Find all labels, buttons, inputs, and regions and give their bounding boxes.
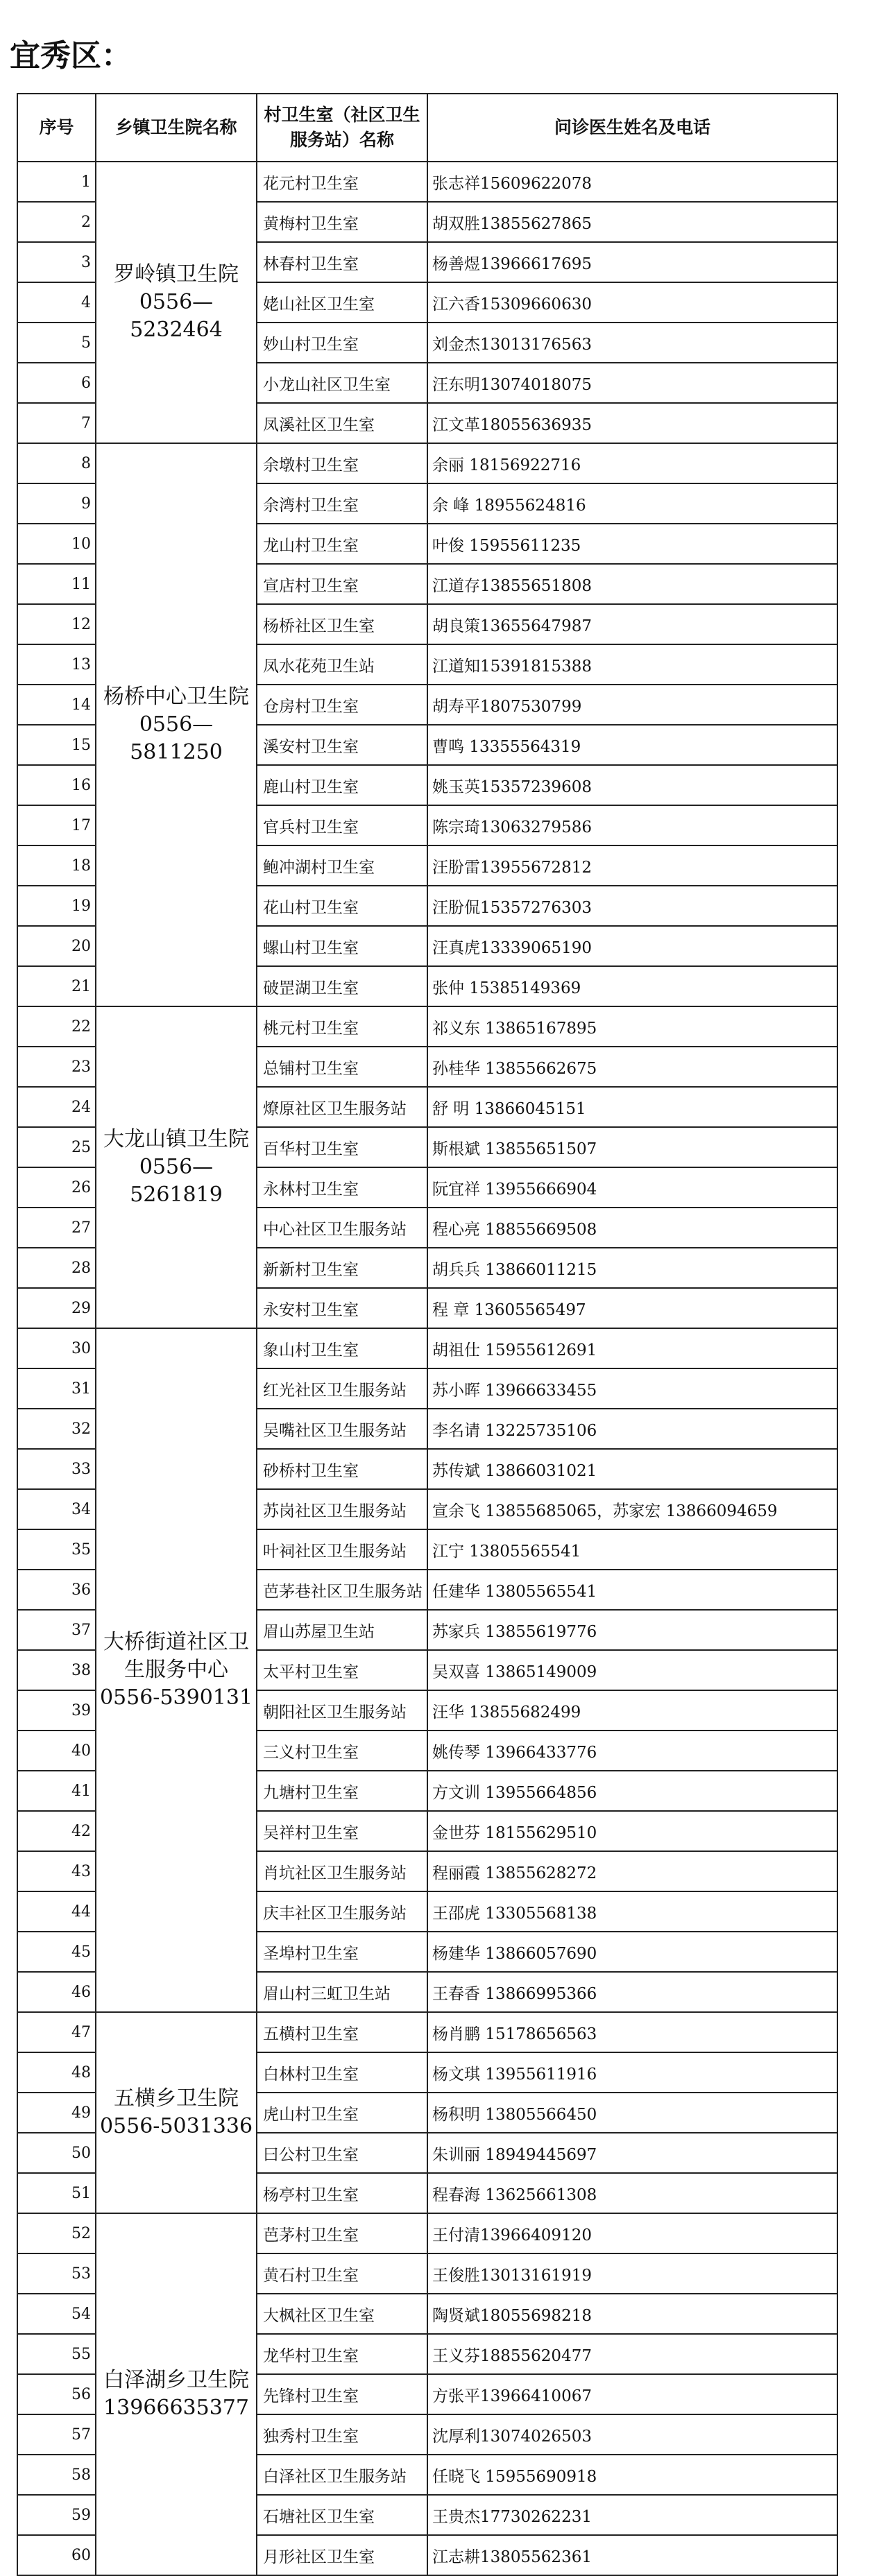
village-clinic-name: 独秀村卫生室	[257, 2414, 427, 2455]
header-town: 乡镇卫生院名称	[96, 94, 257, 162]
village-clinic-name: 黄梅村卫生室	[257, 202, 427, 242]
header-clinic: 村卫生室（社区卫生服务站）名称	[257, 94, 427, 162]
table-row	[17, 443, 837, 483]
village-clinic-name: 螺山村卫生室	[257, 926, 427, 966]
doctor-contact: 孙桂华 13855662675	[427, 1047, 837, 1087]
village-clinic-name: 余墩村卫生室	[257, 443, 427, 483]
doctor-contact: 叶俊 15955611235	[427, 524, 837, 564]
row-number: 53	[17, 2253, 96, 2294]
row-number: 38	[17, 1650, 96, 1690]
row-number: 36	[17, 1570, 96, 1610]
table-body	[17, 162, 837, 2575]
village-clinic-name: 总铺村卫生室	[257, 1047, 427, 1087]
row-number: 47	[17, 2012, 96, 2052]
doctor-contact: 朱训丽 18949445697	[427, 2133, 837, 2173]
row-number: 39	[17, 1690, 96, 1731]
village-clinic-name: 溪安村卫生室	[257, 725, 427, 765]
doctor-contact: 江文革18055636935	[427, 403, 837, 443]
township-hospital-phone: 0556-5031336	[99, 2114, 253, 2138]
table-row	[17, 2012, 837, 2052]
township-hospital-name: 大龙山镇卫生院	[103, 1127, 249, 1151]
village-clinic-name: 小龙山社区卫生室	[257, 363, 427, 403]
village-clinic-name: 林春村卫生室	[257, 242, 427, 282]
doctor-contact: 余 峰 18955624816	[427, 483, 837, 524]
village-clinic-name: 凤溪社区卫生室	[257, 403, 427, 443]
row-number: 42	[17, 1811, 96, 1851]
row-number: 59	[17, 2495, 96, 2535]
header-seq: 序号	[17, 94, 96, 162]
township-hospital-cell	[96, 2213, 257, 2575]
row-number: 49	[17, 2093, 96, 2133]
doctor-contact: 汪朌雷13955672812	[427, 845, 837, 886]
doctor-contact: 陶贤斌18055698218	[427, 2294, 837, 2334]
village-clinic-name: 新新村卫生室	[257, 1248, 427, 1288]
row-number: 20	[17, 926, 96, 966]
row-number: 21	[17, 966, 96, 1006]
row-number: 26	[17, 1167, 96, 1208]
row-number: 6	[17, 363, 96, 403]
village-clinic-name: 龙山村卫生室	[257, 524, 427, 564]
township-hospital-cell	[96, 162, 257, 443]
doctor-contact: 张仲 15385149369	[427, 966, 837, 1006]
row-number: 2	[17, 202, 96, 242]
doctor-contact: 杨肖鹏 15178656563	[427, 2012, 837, 2052]
village-clinic-name: 眉山苏屋卫生站	[257, 1610, 427, 1650]
row-number: 34	[17, 1489, 96, 1529]
row-number: 40	[17, 1731, 96, 1771]
village-clinic-name: 庆丰社区卫生服务站	[257, 1891, 427, 1932]
village-clinic-name: 石塘社区卫生室	[257, 2495, 427, 2535]
village-clinic-name: 杨亭村卫生室	[257, 2173, 427, 2213]
doctor-contact: 苏家兵 13855619776	[427, 1610, 837, 1650]
row-number: 33	[17, 1449, 96, 1489]
table-row	[17, 1006, 837, 1047]
village-clinic-name: 圣埠村卫生室	[257, 1932, 427, 1972]
row-number: 32	[17, 1409, 96, 1449]
township-hospital-name: 大桥街道社区卫生服务中心	[103, 1630, 249, 1682]
row-number: 4	[17, 282, 96, 323]
village-clinic-name: 大枫社区卫生室	[257, 2294, 427, 2334]
village-clinic-name: 鹿山村卫生室	[257, 765, 427, 805]
village-clinic-name: 燎原社区卫生服务站	[257, 1087, 427, 1127]
doctor-contact: 李名请 13225735106	[427, 1409, 837, 1449]
doctor-contact: 余丽 18156922716	[427, 443, 837, 483]
doctor-contact: 任建华 13805565541	[427, 1570, 837, 1610]
village-clinic-name: 余湾村卫生室	[257, 483, 427, 524]
village-clinic-name: 百华村卫生室	[257, 1127, 427, 1167]
row-number: 19	[17, 886, 96, 926]
township-hospital-name: 五横乡卫生院	[114, 2086, 239, 2111]
row-number: 46	[17, 1972, 96, 2012]
township-hospital-name: 白泽湖乡卫生院	[103, 2368, 249, 2392]
township-hospital-name: 罗岭镇卫生院	[114, 262, 239, 286]
row-number: 5	[17, 323, 96, 363]
clinic-table	[17, 93, 838, 2576]
row-number: 43	[17, 1851, 96, 1891]
row-number: 55	[17, 2334, 96, 2374]
doctor-contact: 江道存13855651808	[427, 564, 837, 604]
row-number: 13	[17, 644, 96, 685]
doctor-contact: 胡良策13655647987	[427, 604, 837, 644]
village-clinic-name: 芭茅村卫生室	[257, 2213, 427, 2253]
row-number: 44	[17, 1891, 96, 1932]
doctor-contact: 程 章 13605565497	[427, 1288, 837, 1328]
doctor-contact: 舒 明 13866045151	[427, 1087, 837, 1127]
doctor-contact: 程春海 13625661308	[427, 2173, 837, 2213]
village-clinic-name: 朝阳社区卫生服务站	[257, 1690, 427, 1731]
village-clinic-name: 花元村卫生室	[257, 162, 427, 202]
doctor-contact: 方文训 13955664856	[427, 1771, 837, 1811]
village-clinic-name: 叶祠社区卫生服务站	[257, 1529, 427, 1570]
doctor-contact: 江宁 13805565541	[427, 1529, 837, 1570]
doctor-contact: 杨建华 13866057690	[427, 1932, 837, 1972]
row-number: 16	[17, 765, 96, 805]
row-number: 8	[17, 443, 96, 483]
row-number: 22	[17, 1006, 96, 1047]
page-title: 宜秀区：	[10, 38, 132, 74]
doctor-contact: 王俊胜13013161919	[427, 2253, 837, 2294]
doctor-contact: 王春香 13866995366	[427, 1972, 837, 2012]
row-number: 35	[17, 1529, 96, 1570]
doctor-contact: 宣余飞 13855685065，苏家宏 13866094659	[427, 1489, 837, 1529]
row-number: 52	[17, 2213, 96, 2253]
village-clinic-name: 中心社区卫生服务站	[257, 1208, 427, 1248]
row-number: 1	[17, 162, 96, 202]
doctor-contact: 张志祥15609622078	[427, 162, 837, 202]
doctor-contact: 胡双胜13855627865	[427, 202, 837, 242]
row-number: 48	[17, 2052, 96, 2093]
row-number: 50	[17, 2133, 96, 2173]
row-number: 10	[17, 524, 96, 564]
village-clinic-name: 吴嘴社区卫生服务站	[257, 1409, 427, 1449]
doctor-contact: 任晓飞 15955690918	[427, 2455, 837, 2495]
row-number: 56	[17, 2374, 96, 2414]
header-row	[17, 94, 837, 162]
row-number: 24	[17, 1087, 96, 1127]
row-number: 51	[17, 2173, 96, 2213]
doctor-contact: 方张平13966410067	[427, 2374, 837, 2414]
village-clinic-name: 永安村卫生室	[257, 1288, 427, 1328]
village-clinic-name: 红光社区卫生服务站	[257, 1368, 427, 1409]
header-doctor: 问诊医生姓名及电话	[427, 94, 837, 162]
row-number: 37	[17, 1610, 96, 1650]
doctor-contact: 阮宜祥 13955666904	[427, 1167, 837, 1208]
row-number: 12	[17, 604, 96, 644]
row-number: 17	[17, 805, 96, 845]
row-number: 28	[17, 1248, 96, 1288]
village-clinic-name: 宣店村卫生室	[257, 564, 427, 604]
township-hospital-cell	[96, 443, 257, 1006]
township-hospital-phone: 0556—5261819	[130, 1155, 223, 1207]
doctor-contact: 杨文琪 13955611916	[427, 2052, 837, 2093]
doctor-contact: 胡寿平1807530799	[427, 685, 837, 725]
row-number: 54	[17, 2294, 96, 2334]
village-clinic-name: 肖坑社区卫生服务站	[257, 1851, 427, 1891]
row-number: 11	[17, 564, 96, 604]
row-number: 9	[17, 483, 96, 524]
doctor-contact: 姚传琴 13966433776	[427, 1731, 837, 1771]
doctor-contact: 汪华 13855682499	[427, 1690, 837, 1731]
village-clinic-name: 苏岗社区卫生服务站	[257, 1489, 427, 1529]
township-hospital-phone: 0556—5232464	[130, 290, 223, 342]
village-clinic-name: 桃元村卫生室	[257, 1006, 427, 1047]
village-clinic-name: 太平村卫生室	[257, 1650, 427, 1690]
village-clinic-name: 破罡湖卫生室	[257, 966, 427, 1006]
doctor-contact: 曹鸣 13355564319	[427, 725, 837, 765]
village-clinic-name: 五横村卫生室	[257, 2012, 427, 2052]
row-number: 41	[17, 1771, 96, 1811]
doctor-contact: 江道知15391815388	[427, 644, 837, 685]
village-clinic-name: 芭茅巷社区卫生服务站	[257, 1570, 427, 1610]
doctor-contact: 苏传斌 13866031021	[427, 1449, 837, 1489]
row-number: 45	[17, 1932, 96, 1972]
doctor-contact: 胡兵兵 13866011215	[427, 1248, 837, 1288]
doctor-contact: 姚玉英15357239608	[427, 765, 837, 805]
doctor-contact: 汪朌侃15357276303	[427, 886, 837, 926]
township-hospital-cell	[96, 1328, 257, 2012]
village-clinic-name: 龙华村卫生室	[257, 2334, 427, 2374]
row-number: 7	[17, 403, 96, 443]
village-clinic-name: 花山村卫生室	[257, 886, 427, 926]
village-clinic-name: 白林村卫生室	[257, 2052, 427, 2093]
table-row	[17, 2213, 837, 2253]
row-number: 14	[17, 685, 96, 725]
doctor-contact: 程丽霞 13855628272	[427, 1851, 837, 1891]
doctor-contact: 吴双喜 13865149009	[427, 1650, 837, 1690]
row-number: 31	[17, 1368, 96, 1409]
row-number: 18	[17, 845, 96, 886]
doctor-contact: 江六香15309660630	[427, 282, 837, 323]
village-clinic-name: 妙山村卫生室	[257, 323, 427, 363]
doctor-contact: 胡祖仕 15955612691	[427, 1328, 837, 1368]
doctor-contact: 江志耕13805562361	[427, 2535, 837, 2575]
doctor-contact: 沈厚利13074026503	[427, 2414, 837, 2455]
doctor-contact: 王义芬18855620477	[427, 2334, 837, 2374]
township-hospital-name: 杨桥中心卫生院	[103, 685, 249, 709]
row-number: 57	[17, 2414, 96, 2455]
doctor-contact: 汪东明13074018075	[427, 363, 837, 403]
village-clinic-name: 虎山村卫生室	[257, 2093, 427, 2133]
village-clinic-name: 九塘村卫生室	[257, 1771, 427, 1811]
village-clinic-name: 官兵村卫生室	[257, 805, 427, 845]
village-clinic-name: 三义村卫生室	[257, 1731, 427, 1771]
doctor-contact: 陈宗琦13063279586	[427, 805, 837, 845]
township-hospital-phone: 0556-5390131	[99, 1685, 253, 1710]
row-number: 29	[17, 1288, 96, 1328]
doctor-contact: 刘金杰13013176563	[427, 323, 837, 363]
doctor-contact: 王邵虎 13305568138	[427, 1891, 837, 1932]
row-number: 3	[17, 242, 96, 282]
doctor-contact: 程心亮 18855669508	[427, 1208, 837, 1248]
table-row	[17, 162, 837, 202]
township-hospital-cell	[96, 2012, 257, 2213]
village-clinic-name: 凤水花苑卫生站	[257, 644, 427, 685]
village-clinic-name: 先锋村卫生室	[257, 2374, 427, 2414]
village-clinic-name: 吴祥村卫生室	[257, 1811, 427, 1851]
village-clinic-name: 象山村卫生室	[257, 1328, 427, 1368]
doctor-contact: 王贵杰17730262231	[427, 2495, 837, 2535]
row-number: 25	[17, 1127, 96, 1167]
village-clinic-name: 仓房村卫生室	[257, 685, 427, 725]
township-hospital-cell	[96, 1006, 257, 1328]
village-clinic-name: 鲍冲湖村卫生室	[257, 845, 427, 886]
township-hospital-phone: 0556—5811250	[130, 712, 223, 764]
doctor-contact: 苏小晖 13966633455	[427, 1368, 837, 1409]
row-number: 23	[17, 1047, 96, 1087]
row-number: 30	[17, 1328, 96, 1368]
doctor-contact: 汪真虎13339065190	[427, 926, 837, 966]
village-clinic-name: 姥山社区卫生室	[257, 282, 427, 323]
doctor-contact: 杨积明 13805566450	[427, 2093, 837, 2133]
doctor-contact: 祁义东 13865167895	[427, 1006, 837, 1047]
doctor-contact: 金世芬 18155629510	[427, 1811, 837, 1851]
village-clinic-name: 黄石村卫生室	[257, 2253, 427, 2294]
row-number: 15	[17, 725, 96, 765]
village-clinic-name: 眉山村三虹卫生站	[257, 1972, 427, 2012]
village-clinic-name: 白泽社区卫生服务站	[257, 2455, 427, 2495]
village-clinic-name: 砂桥村卫生室	[257, 1449, 427, 1489]
village-clinic-name: 曰公村卫生室	[257, 2133, 427, 2173]
township-hospital-phone: 13966635377	[103, 2396, 249, 2420]
table-row	[17, 1328, 837, 1368]
row-number: 27	[17, 1208, 96, 1248]
row-number: 60	[17, 2535, 96, 2575]
village-clinic-name: 月形社区卫生室	[257, 2535, 427, 2575]
row-number: 58	[17, 2455, 96, 2495]
doctor-contact: 王付清13966409120	[427, 2213, 837, 2253]
village-clinic-name: 永林村卫生室	[257, 1167, 427, 1208]
village-clinic-name: 杨桥社区卫生室	[257, 604, 427, 644]
doctor-contact: 斯根斌 13855651507	[427, 1127, 837, 1167]
doctor-contact: 杨善煜13966617695	[427, 242, 837, 282]
